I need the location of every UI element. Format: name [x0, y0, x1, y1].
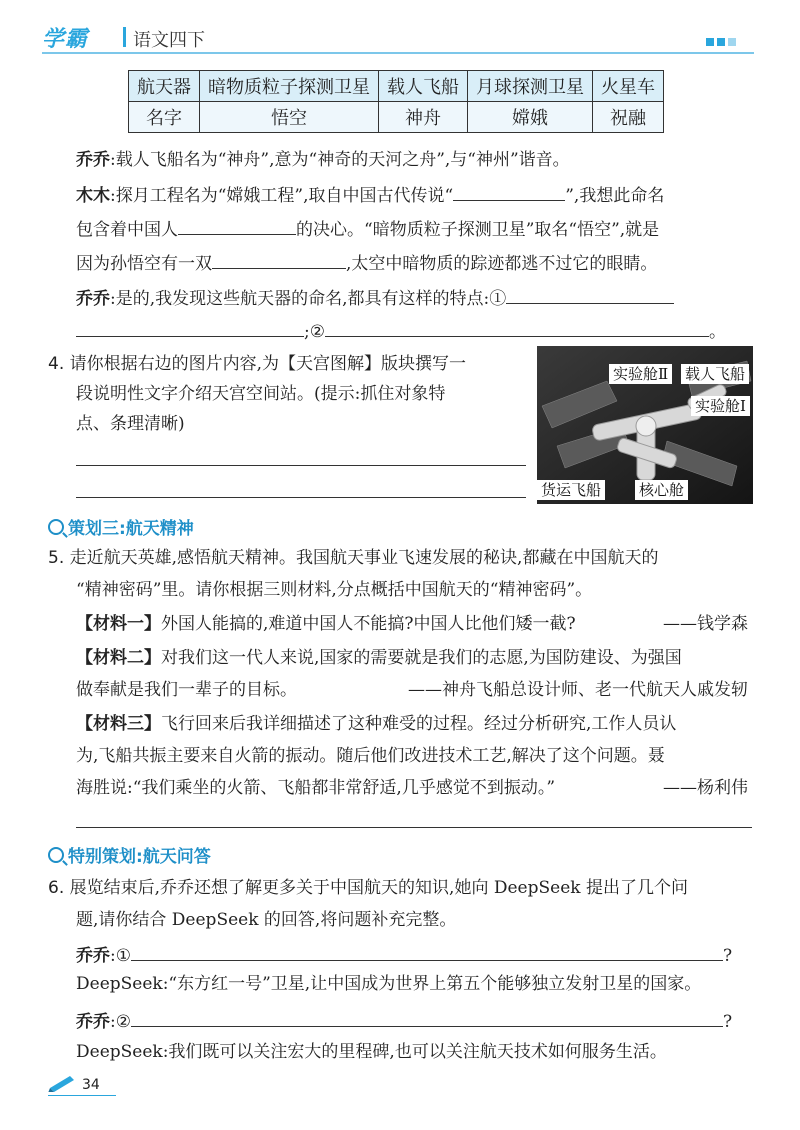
- q4-line-2: [76, 382, 445, 406]
- answer-line[interactable]: [76, 827, 752, 828]
- header-square-2: [717, 38, 725, 46]
- header-square-1: [706, 38, 714, 46]
- material-tag: 【材料三】: [76, 714, 161, 734]
- label-crew-ship: 载人飞船: [681, 364, 749, 384]
- material-text: 做奉献是我们一辈子的目标。: [76, 680, 297, 700]
- dialogue-text: :是的,我发现这些航天器的命名,都具有这样的特点:①: [110, 289, 507, 309]
- question-number: 4.: [48, 354, 65, 374]
- dialogue-text: 包含着中国人: [76, 220, 178, 240]
- q5-text: “精神密码”里。请你根据三则材料,分点概括中国航天的“精神密码”。: [76, 580, 593, 600]
- material-tag: 【材料一】: [76, 614, 161, 634]
- question-number: 5.: [48, 548, 65, 568]
- q6-line-1: [48, 876, 688, 900]
- material-text: 为,飞船共振主要来自火箭的振动。随后他们改进技术工艺,解决了这个问题。聂: [76, 746, 665, 766]
- magnifier-icon: [48, 519, 64, 535]
- label-lab-module-1: 实验舱Ⅰ: [691, 396, 750, 416]
- question-blank-1[interactable]: [131, 942, 723, 961]
- dialogue-text: ”,我想此命名: [565, 186, 665, 206]
- answer-line[interactable]: [76, 465, 526, 466]
- section-heading-3: [48, 514, 194, 539]
- speaker-qiao: 乔乔: [76, 946, 110, 966]
- book-title: 语文四下: [133, 30, 205, 51]
- deepseek-answer: :“东方红一号”卫星,让中国成为世界上第五个能够独立发射卫星的国家。: [162, 974, 702, 994]
- dialogue-line-5: [76, 285, 674, 311]
- speaker-qiao: 乔乔: [76, 150, 110, 170]
- deepseek-label: DeepSeek: [76, 974, 163, 994]
- q6-text: 题,请你结合 DeepSeek 的回答,将问题补充完整。: [76, 910, 457, 930]
- deepseek-answer: :我们既可以关注宏大的里程碑,也可以关注航天技术如何服务生活。: [162, 1042, 667, 1062]
- answer-blank[interactable]: [178, 216, 296, 235]
- dialogue-line-1: [76, 148, 570, 172]
- logo-separator: [123, 27, 126, 47]
- q4-text: 点、条理清晰): [76, 414, 185, 434]
- table-cell: 嫦娥: [468, 102, 593, 133]
- table-cell: 火星车: [593, 71, 664, 102]
- q4-text: 请你根据右边的图片内容,为【天宫图解】版块撰写一: [69, 354, 467, 374]
- table-cell: 载人飞船: [379, 71, 468, 102]
- table-cell: 名字: [129, 102, 200, 133]
- dialogue-line-4: [76, 250, 657, 276]
- table-row: [129, 102, 664, 133]
- dialogue-text: 的决心。“暗物质粒子探测卫星”取名“悟空”,就是: [296, 220, 660, 240]
- table-row: [129, 71, 664, 102]
- dialogue-text: ,太空中暗物质的踪迹都逃不过它的眼睛。: [346, 254, 658, 274]
- answer-blank[interactable]: [453, 182, 565, 201]
- material-1: [76, 612, 748, 636]
- question-end: ?: [722, 946, 733, 966]
- table-cell: 悟空: [200, 102, 379, 133]
- table-cell: 祝融: [593, 102, 664, 133]
- answer-blank[interactable]: [325, 318, 709, 337]
- dialogue-text: 因为孙悟空有一双: [76, 254, 212, 274]
- header-square-3: [728, 38, 736, 46]
- answer-blank[interactable]: [212, 250, 346, 269]
- page-number: 34: [82, 1077, 100, 1093]
- material-3: [76, 712, 676, 736]
- q4-text: 段说明性文字介绍天宫空间站。(提示:抓住对象特: [76, 384, 446, 404]
- dialogue-text: ;②: [304, 322, 325, 342]
- section-title: 特别策划:航天问答: [68, 847, 211, 867]
- label-lab-module-2: 实验舱Ⅱ: [609, 364, 672, 384]
- material-text: 外国人能搞的,难道中国人不能搞?中国人比他们矮一截?: [161, 614, 576, 634]
- speaker-qiao: 乔乔: [76, 1012, 110, 1032]
- material-tag: 【材料二】: [76, 648, 161, 668]
- q5-line-1: [48, 546, 658, 570]
- material-source: ——杨利伟: [663, 778, 748, 798]
- table-cell: 航天器: [129, 71, 200, 102]
- q6-answer-1: [76, 972, 701, 996]
- dialogue-text: :载人飞船名为“神舟”,意为“神奇的天河之舟”,与“神州”谐音。: [110, 150, 570, 170]
- material-source: ——神舟飞船总设计师、老一代航天人戚发轫: [408, 680, 748, 700]
- q5-line-2: [76, 578, 592, 602]
- tiangong-station-image: [537, 346, 753, 504]
- q6-text: 展览结束后,乔乔还想了解更多关于中国航天的知识,她向 DeepSeek 提出了几个问: [69, 878, 688, 898]
- table-cell: 月球探测卫星: [468, 71, 593, 102]
- dialogue-line-2: [76, 182, 664, 208]
- footer-rule: [48, 1095, 116, 1096]
- q6-answer-2: [76, 1040, 667, 1064]
- section-heading-special: [48, 842, 211, 867]
- section-title: 策划三:航天精神: [68, 519, 194, 539]
- speaker-qiao: 乔乔: [76, 289, 110, 309]
- speaker-mu: 木木: [76, 186, 110, 206]
- table-cell: 暗物质粒子探测卫星: [200, 71, 379, 102]
- pencil-icon: [48, 1072, 78, 1092]
- q5-text: 走近航天英雄,感悟航天精神。我国航天事业飞速发展的秘诀,都藏在中国航天的: [69, 548, 659, 568]
- question-mark-1: :①: [110, 946, 131, 966]
- header-rule: [42, 52, 754, 54]
- question-mark-2: :②: [110, 1012, 131, 1032]
- label-core-module: 核心舱: [635, 480, 688, 500]
- spacecraft-name-table: [128, 70, 664, 133]
- label-cargo-ship: 货运飞船: [537, 480, 605, 500]
- question-end: ?: [722, 1012, 733, 1032]
- question-number: 6.: [48, 878, 65, 898]
- dialogue-line-6: [76, 318, 726, 344]
- material-text: 飞行回来后我详细描述了这种难受的过程。经过分析研究,工作人员认: [161, 714, 677, 734]
- table-cell: 神舟: [379, 102, 468, 133]
- material-2-cont: [76, 678, 748, 702]
- material-text: 海胜说:“我们乘坐的火箭、飞船都非常舒适,几乎感觉不到振动。”: [76, 778, 556, 798]
- q6-line-2: [76, 908, 456, 932]
- q4-line-1: [48, 352, 466, 376]
- material-2: [76, 646, 682, 670]
- material-3-cont: [76, 744, 665, 768]
- answer-blank[interactable]: [506, 285, 674, 304]
- q6-question-1: [76, 942, 732, 968]
- answer-line[interactable]: [76, 497, 526, 498]
- magnifier-icon: [48, 847, 64, 863]
- question-blank-2[interactable]: [131, 1008, 723, 1027]
- q6-question-2: [76, 1008, 732, 1034]
- deepseek-label: DeepSeek: [76, 1042, 163, 1062]
- material-source: ——钱学森: [663, 614, 748, 634]
- material-3-cont2: [76, 776, 748, 800]
- material-text: 对我们这一代人来说,国家的需要就是我们的志愿,为国防建设、为强国: [161, 648, 682, 668]
- dialogue-line-3: [76, 216, 659, 242]
- brand-logo: 学霸: [42, 27, 89, 52]
- q4-line-3: [76, 412, 185, 436]
- answer-blank[interactable]: [76, 318, 304, 337]
- dialogue-text: 。: [708, 322, 726, 342]
- dialogue-text: :探月工程名为“嫦娥工程”,取自中国古代传说“: [110, 186, 454, 206]
